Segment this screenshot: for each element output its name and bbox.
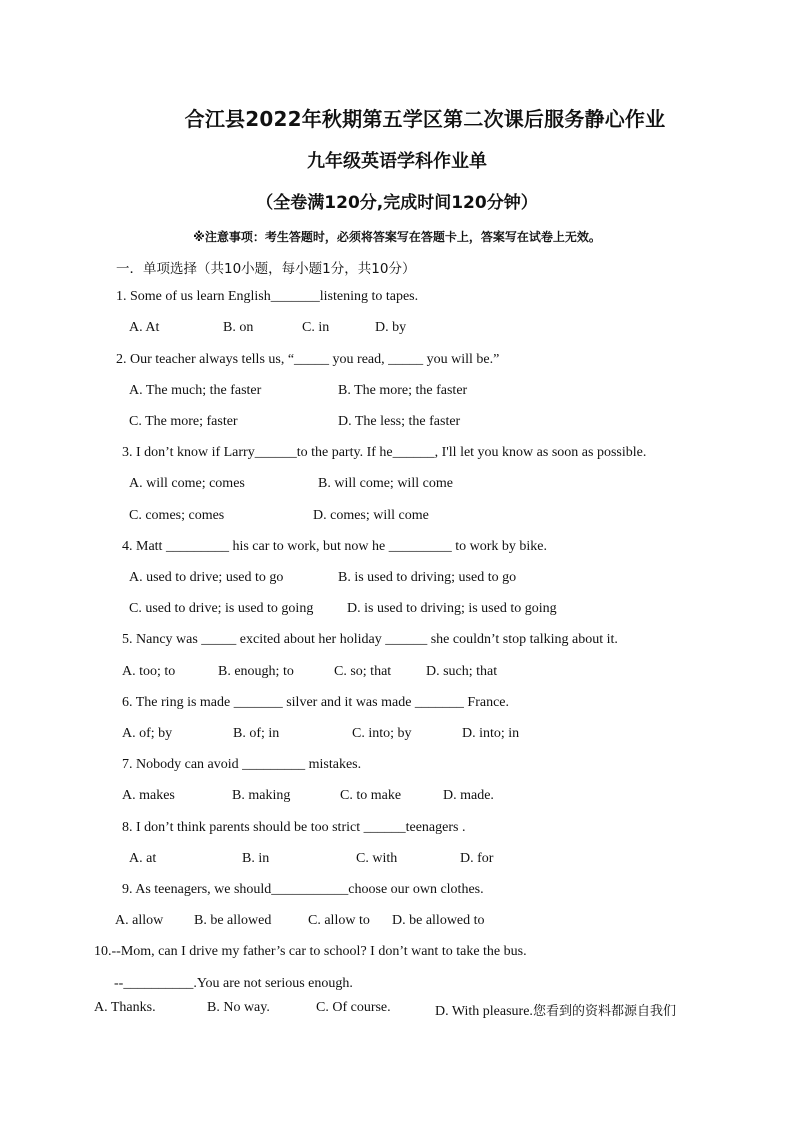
option-c: C. comes; comes bbox=[129, 508, 225, 523]
option-a: A. will come; comes bbox=[129, 476, 245, 491]
option-d: D. be allowed to bbox=[392, 913, 485, 928]
option-a: A. too; to bbox=[122, 664, 176, 679]
option-b: B. be allowed bbox=[194, 913, 272, 928]
question-stem: 6. The ring is made _______ silver and it was made _______ France. bbox=[122, 695, 509, 710]
option-d: D. is used to driving; is used to going bbox=[347, 601, 557, 616]
option-c: C. used to drive; is used to going bbox=[129, 601, 314, 616]
option-c: C. to make bbox=[340, 788, 402, 803]
option-a: A. of; by bbox=[122, 726, 173, 741]
option-c: C. with bbox=[356, 851, 398, 866]
question-stem: 10.--Mom, can I drive my father’s car to school? I don’t want to take the bus. bbox=[94, 944, 527, 959]
option-d: D. for bbox=[460, 851, 494, 866]
option-b: B. The more; the faster bbox=[338, 383, 468, 398]
option-a: A. At bbox=[129, 320, 160, 335]
option-c: C. The more; faster bbox=[129, 414, 238, 429]
option-b: B. is used to driving; used to go bbox=[338, 570, 517, 585]
trailing-text: 您看到的资料都源自我们 bbox=[532, 1004, 676, 1019]
notice-text: ※注意事项：考生答题时，必须将答案写在答题卡上，答案写在试卷上无效。 bbox=[193, 230, 601, 244]
option-c: C. Of course. bbox=[316, 1000, 391, 1015]
option-b: B. on bbox=[223, 320, 254, 335]
option-a: A. Thanks. bbox=[94, 1000, 156, 1015]
option-a: A. makes bbox=[122, 788, 175, 803]
answer-line: --__________.You are not serious enough. bbox=[114, 976, 353, 991]
option-a: A. allow bbox=[115, 913, 164, 928]
question-stem: 3. I don’t know if Larry______to the party. If he______, I'll let you know as soon as possible. bbox=[122, 445, 647, 460]
option-d: D. comes; will come bbox=[313, 508, 429, 523]
option-c: C. allow to bbox=[308, 913, 370, 928]
option-b: B. in bbox=[242, 851, 270, 866]
option-c: C. into; by bbox=[352, 726, 412, 741]
section-heading: 一．单项选择（共10小题，每小题1分，共10分） bbox=[116, 261, 416, 277]
question-stem: 7. Nobody can avoid _________ mistakes. bbox=[122, 757, 362, 772]
option-b: B. making bbox=[232, 788, 291, 803]
option-b: B. enough; to bbox=[218, 664, 294, 679]
option-d: D. The less; the faster bbox=[338, 414, 461, 429]
option-b: B. No way. bbox=[207, 1000, 270, 1015]
option-d: D. such; that bbox=[426, 664, 498, 679]
question-stem: 4. Matt _________ his car to work, but now he _________ to work by bike. bbox=[122, 539, 548, 554]
question-stem: 8. I don’t think parents should be too strict ______teenagers . bbox=[122, 820, 466, 835]
option-c: C. so; that bbox=[334, 664, 392, 679]
option-d: D. by bbox=[375, 320, 407, 335]
document-title: 合江县2022年秋期第五学区第二次课后服务静心作业 bbox=[184, 107, 666, 131]
question-stem: 1. Some of us learn English_______listening to tapes. bbox=[116, 289, 419, 304]
option-a: A. The much; the faster bbox=[129, 383, 262, 398]
option-d-text: D. With pleasure. bbox=[435, 1004, 533, 1019]
option-a: A. used to drive; used to go bbox=[129, 570, 284, 585]
question-stem: 2. Our teacher always tells us, “_____ you read, _____ you will be.” bbox=[116, 352, 500, 367]
option-d: D. into; in bbox=[462, 726, 520, 741]
option-a: A. at bbox=[129, 851, 157, 866]
option-d: D. made. bbox=[443, 788, 494, 803]
document-subtitle: 九年级英语学科作业单 bbox=[307, 151, 487, 172]
option-c: C. in bbox=[302, 320, 330, 335]
option-d bbox=[435, 1000, 676, 1020]
question-stem: 5. Nancy was _____ excited about her holiday ______ she couldn’t stop talking about it. bbox=[122, 632, 618, 647]
score-info: （全卷满120分,完成时间120分钟） bbox=[256, 193, 538, 213]
option-b: B. will come; will come bbox=[318, 476, 453, 491]
question-stem: 9. As teenagers, we should___________choose our own clothes. bbox=[122, 882, 484, 897]
option-b: B. of; in bbox=[233, 726, 280, 741]
